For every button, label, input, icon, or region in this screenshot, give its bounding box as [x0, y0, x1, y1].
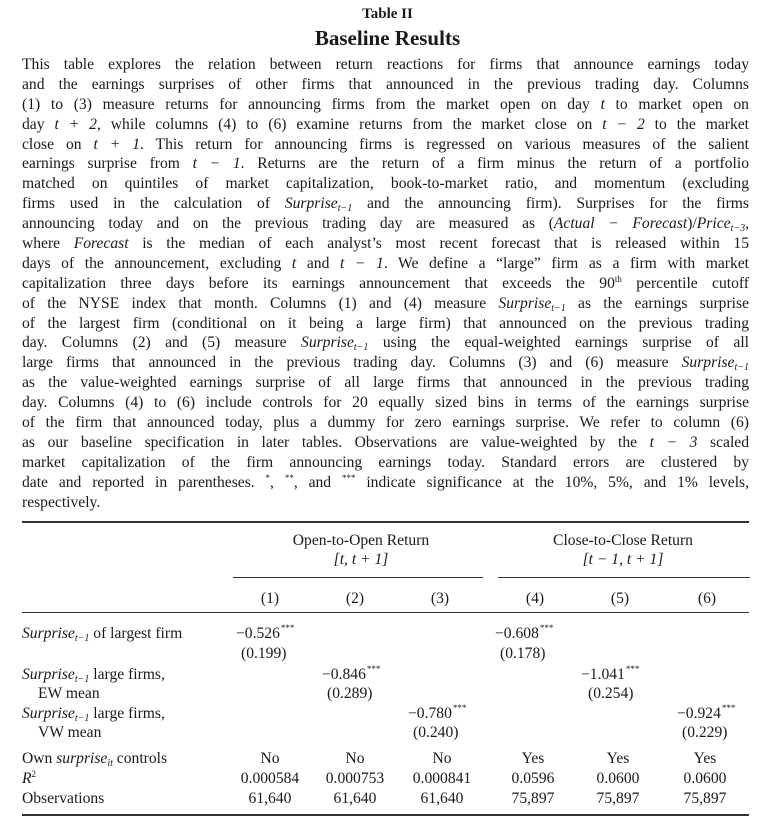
row-label-largest-firm: Surprise$_{t-1}$ of largest firm: [22, 625, 183, 644]
se-r2-c2: (0.289): [327, 685, 373, 702]
r2-c3: 0.000841: [412, 770, 472, 787]
column-header-6: (6): [697, 590, 717, 607]
caption-line: capitalization three days before its earnings announcement that exceeds the 90th percentile cutoff: [22, 273, 749, 292]
controls-c3: No: [432, 750, 452, 767]
row-label-ew-mean-line2: EW mean: [38, 685, 100, 702]
column-header-1: (1): [260, 590, 280, 607]
r2-c5: 0.0600: [596, 770, 640, 787]
r2-c4: 0.0596: [511, 770, 555, 787]
group-header-open-to-open: Open-to-Open Return: [292, 532, 430, 549]
caption-line: market capitalization of the firm announcing earnings today. Standard errors are clustered by: [22, 453, 749, 471]
caption-line: date and reported in parentheses. *, **, and *** indicate significance at the 10%, 5%, and 1% levels,: [22, 472, 749, 491]
caption-line: announcing today and on the previous trading day are measured as (Actual − Forecast)/Price$_{t-3}$,: [22, 215, 749, 235]
caption-line: of the largest firm (conditional on it being a large firm) that announced on the previous trading: [22, 314, 749, 332]
row-label-ew-mean: Surprise$_{t-1}$ large firms,: [22, 666, 165, 685]
se-r1-c1: (0.199): [241, 645, 287, 662]
caption-line: close on t + 1. This return for announcing firms is regressed on various measures of the salient: [22, 135, 749, 153]
row-label-vw-mean: Surprise$_{t-1}$ large firms,: [22, 705, 165, 724]
r2-c2: 0.000753: [325, 770, 385, 787]
table-title: Baseline Results: [314, 26, 461, 50]
r2-c6: 0.0600: [683, 770, 727, 787]
obs-c6: 75,897: [683, 790, 727, 807]
controls-c4: Yes: [521, 750, 545, 767]
caption-line: earnings surprise from t − 1. Returns are the return of a firm minus the return of a portfolio: [22, 155, 749, 173]
caption-line: firms used in the calculation of Surprise$_{t-1}$ and the announcing firm). Surprises for the firms: [22, 195, 749, 215]
controls-c6: Yes: [693, 750, 717, 767]
obs-c1: 61,640: [248, 790, 292, 807]
header-bottom-rule: [22, 612, 749, 613]
table-label: Table II: [362, 6, 413, 22]
caption-line: as the value-weighted earnings surprise of all large firms that announced in the previous trading: [22, 374, 749, 392]
row-label-r-squared: $R^2$: [22, 769, 37, 787]
row-label-vw-mean-line2: VW mean: [38, 724, 102, 741]
column-header-3: (3): [430, 590, 450, 607]
obs-c4: 75,897: [511, 790, 555, 807]
caption-line: day t + 2, while columns (4) to (6) examine returns from the market close on t − 2 to the market: [22, 115, 749, 133]
caption-line: large firms that announced in the previous trading day. Columns (3) and (6) measure Surprise$_{t-1}$: [22, 354, 749, 374]
coef-r2-c2: −0.846***: [322, 664, 381, 683]
caption-line: day. Columns (4) to (6) include controls for 20 equally sized bins in terms of the earnings surprise: [22, 394, 749, 412]
caption-line: of the firm that announced today, plus a dummy for zero earnings surprise. We refer to column (6): [22, 414, 749, 432]
caption-line: day. Columns (2) and (5) measure Surprise$_{t-1}$ using the equal-weighted earnings surprise of all: [22, 334, 749, 354]
column-header-2: (2): [345, 590, 365, 607]
group-window-open-to-open: [t, t + 1]: [333, 551, 389, 568]
se-r3-c6: (0.229): [682, 724, 728, 741]
coef-r2-c5: −1.041***: [581, 664, 640, 683]
group-rule-open: [233, 577, 483, 578]
caption-line: respectively.: [22, 493, 101, 511]
row-label-own-surprise-controls: Own surprise$_{it}$ controls: [22, 750, 168, 769]
controls-c5: Yes: [606, 750, 630, 767]
column-header-5: (5): [610, 590, 630, 607]
group-header-close-to-close: Close-to-Close Return: [553, 532, 693, 549]
se-r2-c5: (0.254): [588, 685, 634, 702]
caption-line: (1) to (3) measure returns for announcing firms from the market open on day t to market open on: [22, 95, 749, 113]
group-rule-close: [498, 577, 750, 578]
controls-c2: No: [345, 750, 365, 767]
caption-line: and the earnings surprises of other firms that announced in the previous trading day. Columns: [22, 75, 749, 93]
caption-line: where Forecast is the median of each analyst’s most recent forecast that is released within 15: [22, 235, 749, 253]
controls-c1: No: [260, 750, 280, 767]
obs-c5: 75,897: [596, 790, 640, 807]
caption-line: matched on quintiles of market capitalization, book-to-market ratio, and momentum (excluding: [22, 175, 749, 193]
obs-c3: 61,640: [420, 790, 464, 807]
coef-r1-c4: −0.608***: [495, 623, 554, 642]
caption-line: This table explores the relation between return reactions for firms that announce earnings today: [22, 56, 749, 73]
column-header-4: (4): [525, 590, 545, 607]
caption-line: as our baseline specification in later tables. Observations are value-weighted by the t − 3 scaled: [22, 433, 749, 451]
caption-line: of the NYSE index that month. Columns (1) and (4) measure Surprise$_{t-1}$ as the earnings surprise: [22, 294, 749, 314]
caption-line: days of the announcement, excluding t and t − 1. We define a “large” firm as a firm with market: [22, 254, 750, 272]
obs-c2: 61,640: [333, 790, 377, 807]
coef-r1-c1: −0.526***: [236, 623, 295, 642]
group-window-close-to-close: [t − 1, t + 1]: [582, 551, 664, 568]
coef-r3-c6: −0.924***: [677, 703, 736, 722]
table-bottom-rule: [22, 814, 749, 816]
coef-r3-c3: −0.780***: [408, 703, 467, 722]
se-r3-c3: (0.240): [413, 724, 459, 741]
se-r1-c4: (0.178): [500, 645, 546, 662]
row-label-observations: Observations: [22, 790, 105, 807]
r2-c1: 0.000584: [240, 770, 300, 787]
